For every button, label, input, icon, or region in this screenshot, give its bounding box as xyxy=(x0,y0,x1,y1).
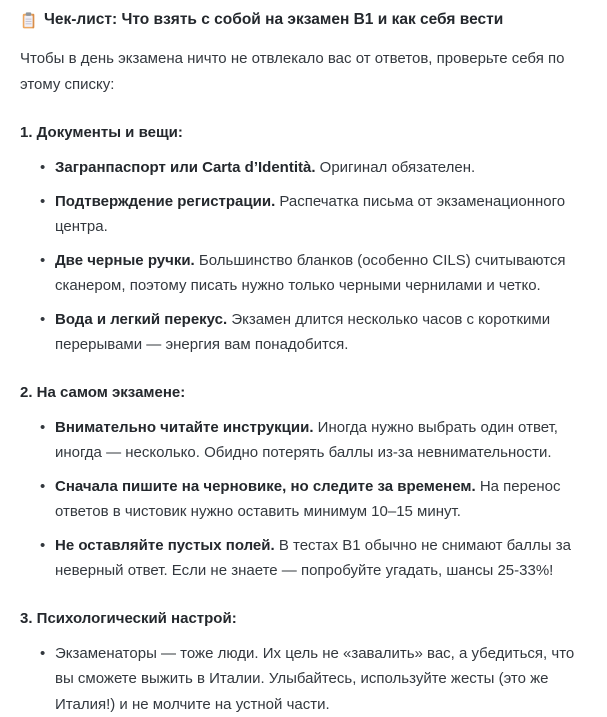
section-list-exam xyxy=(20,415,586,584)
list-item-bold: Подтверждение регистрации. xyxy=(55,193,275,210)
list-item-text: Большинство бланков (особенно CILS) считываются сканером, поэтому писать нужно только черными чернилами и четко. xyxy=(55,252,565,295)
list-item xyxy=(20,155,586,181)
section-heading-documents: 1. Документы и вещи: xyxy=(20,124,586,141)
list-item-text: Оригинал обязателен. xyxy=(316,159,476,176)
section-list-documents xyxy=(20,155,586,358)
page-title-text: Чек-лист: Что взять с собой на экзамен B1 и как себя вести xyxy=(44,11,503,29)
section-list-mindset xyxy=(20,641,586,717)
list-item-text: Иногда нужно выбрать один ответ, иногда — несколько. Обидно потерять баллы из-за невнимательности. xyxy=(55,419,558,462)
list-item-bold: Сначала пишите на черновике, но следите за временем. xyxy=(55,478,476,495)
list-item xyxy=(20,248,586,299)
intro-paragraph: Чтобы в день экзамена ничто не отвлекало вас от ответов, проверьте себя по этому списку: xyxy=(20,46,586,98)
list-item xyxy=(20,533,586,584)
list-item xyxy=(20,189,586,240)
page-title xyxy=(20,11,586,29)
list-item xyxy=(20,641,586,717)
list-item xyxy=(20,415,586,466)
list-item-text: Экзамен длится несколько часов с короткими перерывами — энергия вам понадобится. xyxy=(55,311,550,354)
list-item-bold: Внимательно читайте инструкции. xyxy=(55,419,314,436)
document xyxy=(20,11,586,717)
list-item-text: В тестах B1 обычно не снимают баллы за неверный ответ. Если не знаете — попробуйте угадать, шансы 25-33%! xyxy=(55,537,571,580)
clipboard-icon xyxy=(20,12,37,29)
list-item-bold: Не оставляйте пустых полей. xyxy=(55,537,275,554)
list-item-text: На перенос ответов в чистовик нужно оставить минимум 10–15 минут. xyxy=(55,478,560,521)
section-heading-exam: 2. На самом экзамене: xyxy=(20,384,586,401)
list-item-text: Экзаменаторы — тоже люди. Их цель не «завалить» вас, а убедиться, что вы сможете выжить в Италии. Улыбайтесь, используйте жесты (это же Италия!) и не молчите на устной части. xyxy=(55,645,574,713)
list-item-bold: Вода и легкий перекус. xyxy=(55,311,227,328)
list-item-bold: Загранпаспорт или Carta d’Identità. xyxy=(55,159,316,176)
section-heading-mindset: 3. Психологический настрой: xyxy=(20,610,586,627)
list-item xyxy=(20,307,586,358)
list-item-text: Распечатка письма от экзаменационного центра. xyxy=(55,193,565,236)
list-item-bold: Две черные ручки. xyxy=(55,252,195,269)
list-item xyxy=(20,474,586,525)
